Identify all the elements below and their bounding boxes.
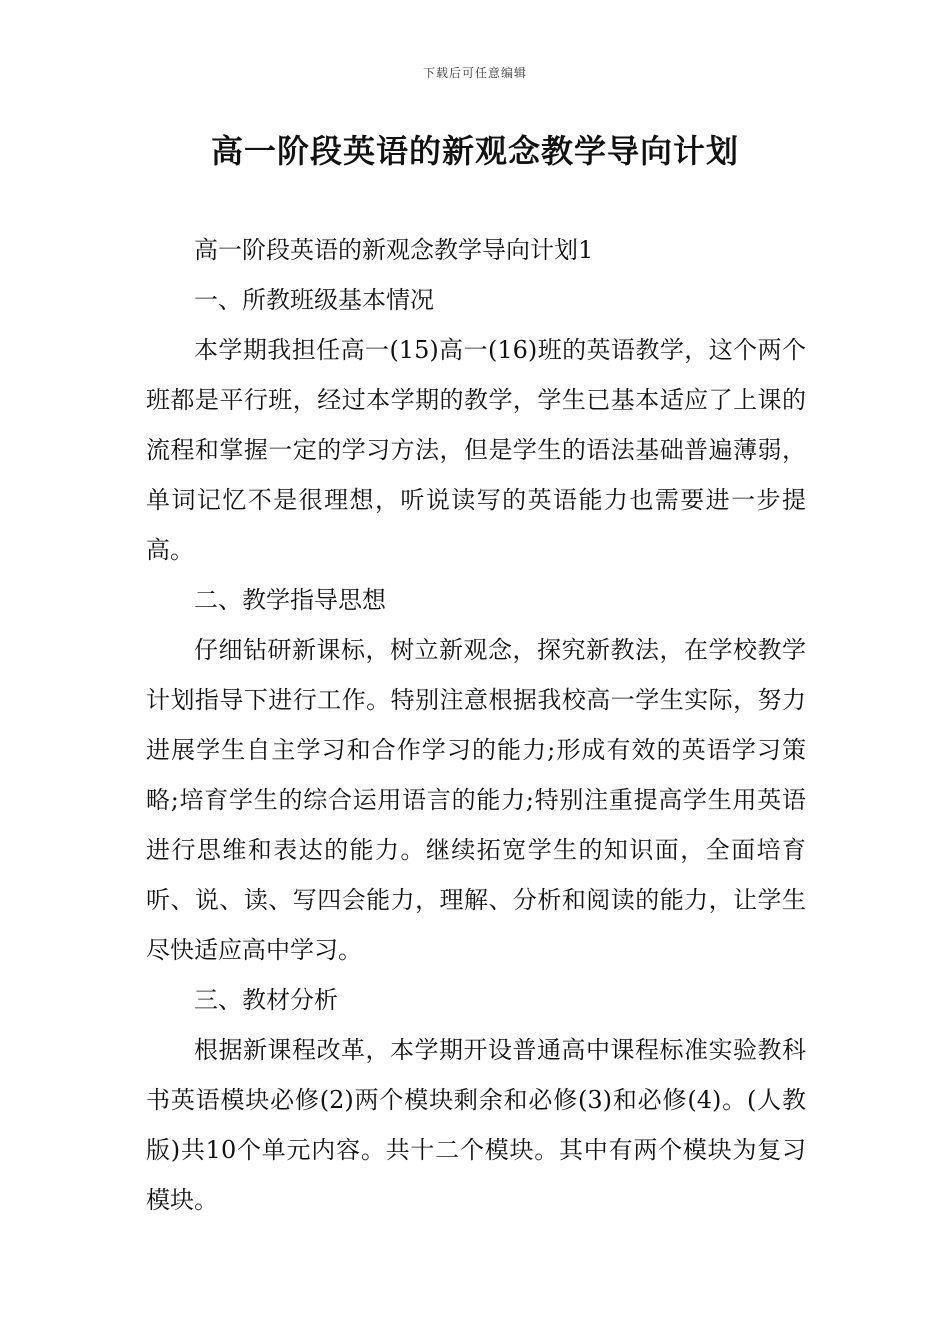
document-body	[146, 225, 806, 1225]
section-heading-textbook-analysis: 三、教材分析	[194, 986, 338, 1014]
paragraph-textbook-analysis: 根据新课程改革，本学期开设普通高中课程标准实验教科书英语模块必修(2)两个模块剩余和必修(3)和必修(4)。(人教版)共10个单元内容。共十二个模块。其中有两个模块为复习模块。	[146, 1036, 806, 1214]
section-heading-class-info: 一、所教班级基本情况	[194, 286, 434, 314]
section-heading-teaching-guidance: 二、教学指导思想	[194, 586, 386, 614]
header-note: 下载后可任意编辑	[422, 66, 527, 80]
paragraph-class-info: 本学期我担任高一(15)高一(16)班的英语教学，这个两个班都是平行班，经过本学期的教学，学生已基本适应了上课的流程和掌握一定的学习方法，但是学生的语法基础普遍薄弱，单词记忆不是很理想，听说读写的英语能力也需要进一步提高。	[146, 336, 806, 564]
section-subtitle: 高一阶段英语的新观念教学导向计划1	[194, 236, 594, 264]
document-title: 高一阶段英语的新观念教学导向计划	[210, 132, 739, 170]
paragraph-teaching-guidance: 仔细钻研新课标，树立新观念，探究新教法，在学校教学计划指导下进行工作。特别注意根据我校高一学生实际，努力进展学生自主学习和合作学习的能力;形成有效的英语学习策略;培育学生的综合运用语言的能力;特别注重提高学生用英语进行思维和表达的能力。继续拓宽学生的知识面，全面培育听、说、读、写四会能力，理解、分析和阅读的能力，让学生尽快适应高中学习。	[146, 636, 806, 964]
